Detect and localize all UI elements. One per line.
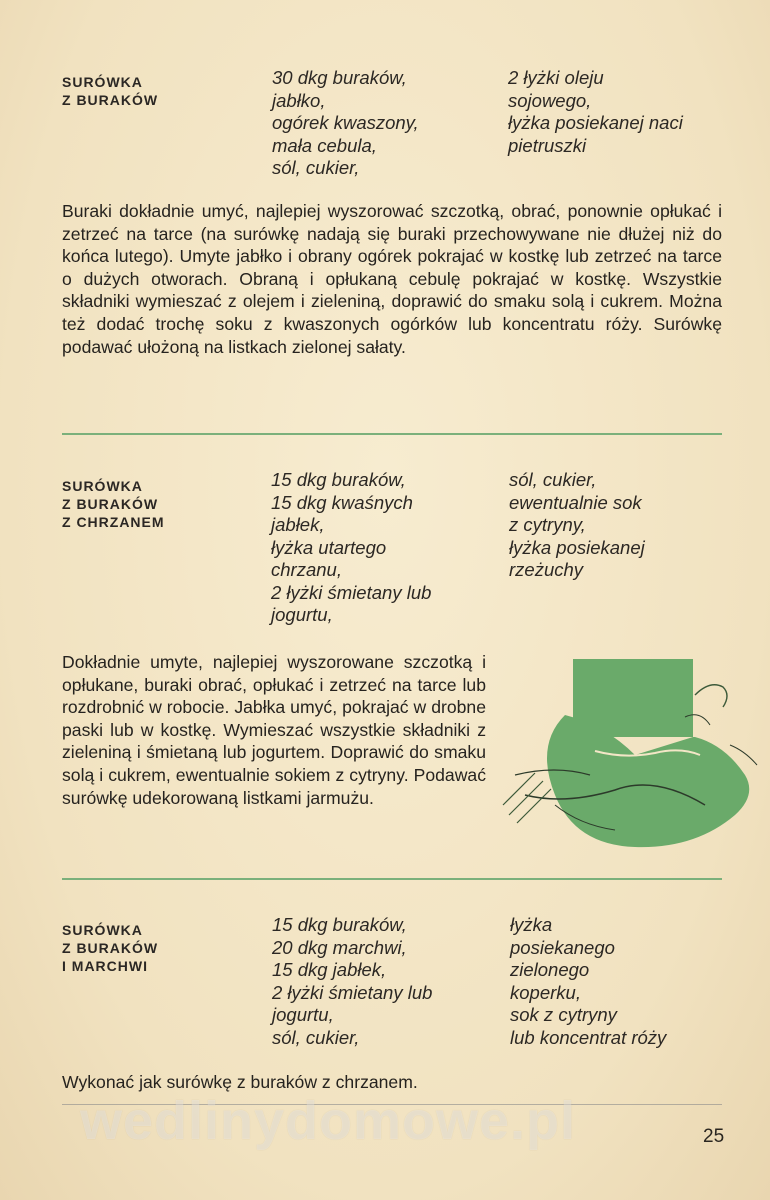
ingredient: 2 łyżki śmietany lub <box>272 981 433 1003</box>
recipe-3-title <box>62 921 158 975</box>
recipe-3-title-line-3: I MARCHWI <box>62 958 148 974</box>
ingredient: mała cebula, <box>272 134 377 156</box>
ingredient: łyżka <box>510 914 553 935</box>
beet-illustration <box>495 655 765 860</box>
ingredient: zielonego <box>510 959 590 980</box>
ingredient: sojowego, <box>508 89 592 111</box>
ingredient: koperku, <box>510 981 581 1003</box>
ingredient: jabłek, <box>271 514 325 535</box>
ingredient: 30 dkg buraków, <box>272 67 407 88</box>
ingredient: jogurtu, <box>271 604 333 625</box>
recipe-1-ingredients-right <box>508 67 683 157</box>
recipe-2-title-line-1: SURÓWKA <box>62 478 143 494</box>
ingredient: posiekanego <box>510 936 615 958</box>
recipe-3-title-line-1: SURÓWKA <box>62 922 143 938</box>
ingredient: 15 dkg buraków, <box>272 914 407 935</box>
recipe-2-ingredients-right <box>509 469 645 582</box>
ingredient: pietruszki <box>508 134 587 156</box>
recipe-2-instructions: Dokładnie umyte, najlepiej wyszorowane szczotką i opłukane, buraki obrać, opłukać i zetrzeć na tarce lub rozdrobnić w robocie. Jabłka umyć, pokrajać w drobne paski lub w kostkę. Wymieszać wszystkie składniki z zieleniną i śmietaną lub jogurtem. Doprawić do smaku solą i cukrem, ewentualnie sokiem z cytryny. Podawać surówkę udekorowaną listkami jarmużu. <box>62 652 486 808</box>
section-divider <box>62 878 722 880</box>
ingredient: z cytryny, <box>509 514 586 535</box>
recipe-2-title-line-2: Z BURAKÓW <box>62 496 159 512</box>
recipe-2-ingredients-left <box>271 469 431 627</box>
ingredient: 15 dkg kwaśnych <box>271 491 413 513</box>
ingredient: 20 dkg marchwi, <box>272 936 407 958</box>
recipe-2-title <box>62 477 165 531</box>
ingredient: łyżka utartego <box>271 536 387 558</box>
ingredient: 15 dkg buraków, <box>271 469 406 490</box>
ingredient: łyżka posiekanej naci <box>508 112 683 133</box>
ingredient: lub koncentrat róży <box>510 1026 667 1048</box>
ingredient: 15 dkg jabłek, <box>272 959 387 980</box>
recipe-1-title-line-1: SURÓWKA <box>62 74 143 90</box>
recipe-2-title-line-3: Z CHRZANEM <box>62 514 165 530</box>
ingredient: sok z cytryny <box>510 1004 617 1025</box>
ingredient: ogórek kwaszony, <box>272 112 419 133</box>
recipe-3-title-line-2: Z BURAKÓW <box>62 940 159 956</box>
ingredient: sól, cukier, <box>272 1026 360 1048</box>
ingredient: ewentualnie sok <box>509 491 642 513</box>
recipe-1-title <box>62 73 158 109</box>
ingredient: 2 łyżki śmietany lub <box>271 581 432 603</box>
watermark: wedlinydomowe.pl <box>80 1091 577 1151</box>
recipe-3-instructions: Wykonać jak surówkę z buraków z chrzanem. <box>62 1072 418 1092</box>
ingredient: sól, cukier, <box>272 157 360 178</box>
recipe-3-ingredients-right <box>510 914 666 1049</box>
ingredient: łyżka posiekanej <box>509 536 645 558</box>
page-number: 25 <box>703 1126 725 1147</box>
recipe-1-ingredients-left <box>272 67 419 180</box>
recipe-1-instructions: Buraki dokładnie umyć, najlepiej wyszorować szczotką, obrać, ponownie opłukać i zetrzeć na tarce (na surówkę nadają się buraki przechowywane nie dłużej niż do końca lutego). Umyte jabłko i obrany ogórek pokrajać w kostkę lub zetrzeć na tarce o dużych otworach. Obraną i opłukaną cebulę pokrajać w kostkę. Wszystkie składniki wymieszać z olejem i zieleniną, doprawić do smaku solą i cukrem. Można też dodać trochę soku z kwaszonych ogórków lub koncentratu róży. Surówkę podawać ułożoną na listkach zielonej sałaty. <box>62 201 722 357</box>
ingredient: jogurtu, <box>272 1004 334 1025</box>
ingredient: jabłko, <box>272 89 326 111</box>
ingredient: sól, cukier, <box>509 469 597 490</box>
section-divider <box>62 433 722 435</box>
ingredient: chrzanu, <box>271 559 342 580</box>
recipe-3-ingredients-left <box>272 914 432 1049</box>
recipe-1-title-line-2: Z BURAKÓW <box>62 92 159 108</box>
ingredient: 2 łyżki oleju <box>508 67 604 88</box>
ingredient: rzeżuchy <box>509 559 584 580</box>
